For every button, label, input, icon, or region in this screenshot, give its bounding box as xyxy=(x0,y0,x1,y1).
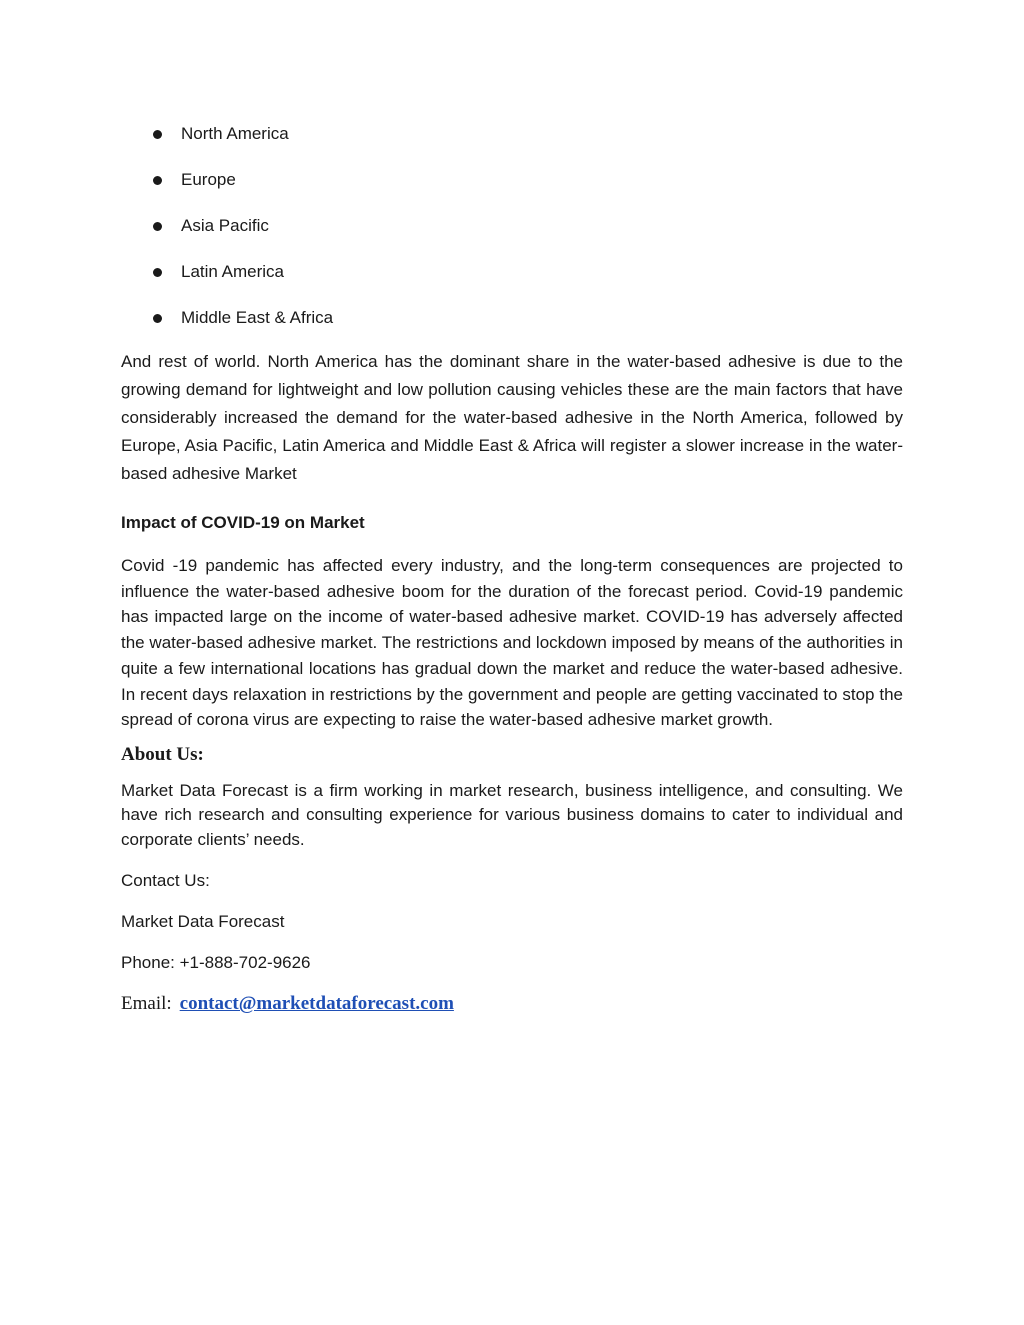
region-label: Middle East & Africa xyxy=(181,308,334,327)
phone-number: Phone: +1-888-702-9626 xyxy=(121,953,311,973)
bullet-icon xyxy=(153,222,162,231)
bullet-icon xyxy=(153,130,162,139)
region-label: Europe xyxy=(181,170,236,189)
covid-paragraph: Covid -19 pandemic has affected every industry, and the long-term consequences are projected to influence the water-based adhesive boom for the duration of the forecast period. Covid-19 pandemic has impacted large on the income of water-based adhesive market. COVID-19 has adversely affected the water-based adhesive market. The restrictions and lockdown imposed by means of the authorities in quite a few international locations has gradual down the market and reduce the water-based adhesive. In recent days relaxation in restrictions by the government and people are getting vaccinated to stop the spread of corona virus are expecting to raise the water-based adhesive market growth. xyxy=(121,556,903,730)
bullet-icon xyxy=(153,268,162,277)
regions-list xyxy=(121,120,903,350)
company-name: Market Data Forecast xyxy=(121,912,285,932)
email-label: Email: xyxy=(121,993,172,1015)
email-link[interactable]: contact@marketdataforecast.com xyxy=(179,993,454,1015)
about-heading: About Us: xyxy=(121,743,204,765)
covid-heading: Impact of COVID-19 on Market xyxy=(121,513,365,532)
region-label: Latin America xyxy=(181,262,284,281)
list-item xyxy=(121,120,903,166)
intro-paragraph: And rest of world. North America has the dominant share in the water-based adhesive is due to the growing demand for lightweight and low pollution causing vehicles these are the main factors that have considerably increased the demand for the water-based adhesive in the North America, followed by Europe, Asia Pacific, Latin America and Middle East & Africa will register a slower increase in the water-based adhesive Market xyxy=(121,352,903,483)
list-item xyxy=(121,166,903,212)
bullet-icon xyxy=(153,314,162,323)
list-item xyxy=(121,258,903,304)
list-item xyxy=(121,304,903,350)
contact-heading: Contact Us: xyxy=(121,871,210,891)
about-paragraph: Market Data Forecast is a firm working in market research, business intelligence, and consulting. We have rich research and consulting experience for various business domains to cater to individual and corporate clients’ needs. xyxy=(121,780,903,849)
email-line xyxy=(121,990,903,1018)
bullet-icon xyxy=(153,176,162,185)
list-item xyxy=(121,212,903,258)
region-label: North America xyxy=(181,124,289,143)
document-content xyxy=(121,120,903,1018)
region-label: Asia Pacific xyxy=(181,216,269,235)
